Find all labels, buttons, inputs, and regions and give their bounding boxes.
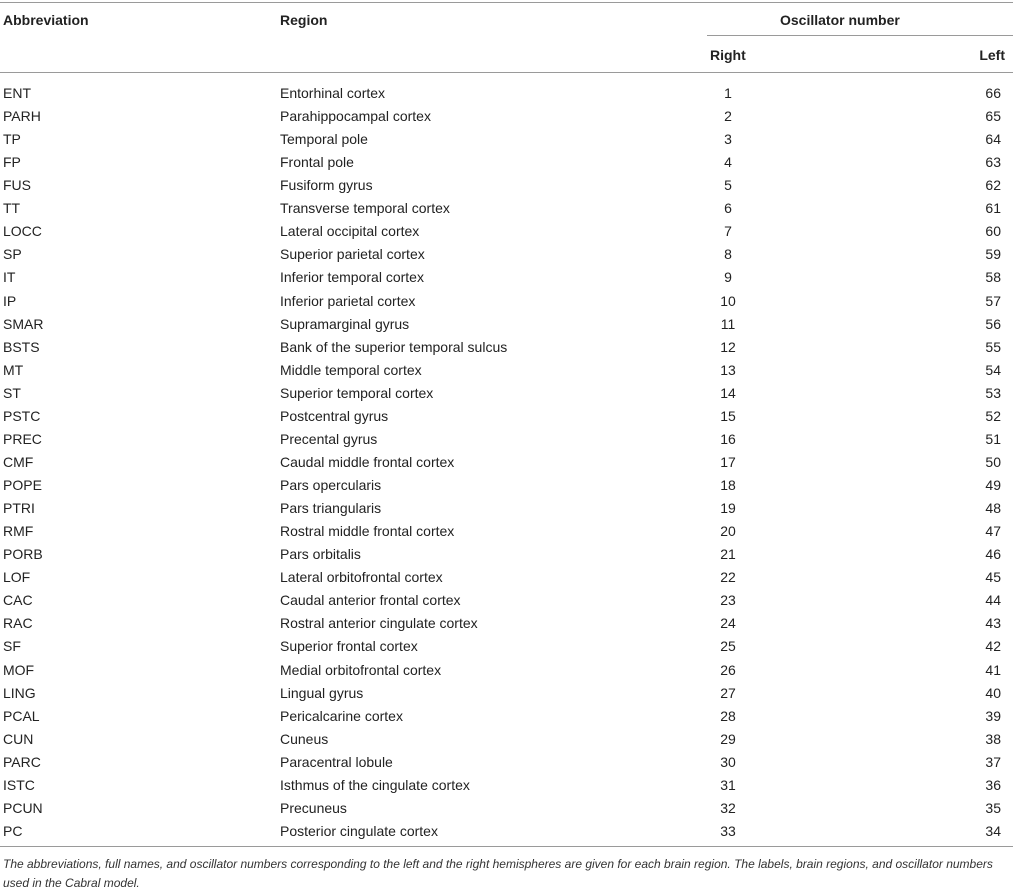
left-oscillator-cell: 41 (985, 662, 1001, 678)
region-cell: Entorhinal cortex (280, 85, 386, 101)
header-abbreviation: Abbreviation (3, 12, 89, 28)
region-cell: Pars triangularis (280, 500, 382, 516)
region-cell: Inferior parietal cortex (280, 293, 416, 309)
region-cell: Cuneus (280, 731, 329, 747)
right-oscillator-cell: 17 (720, 454, 736, 470)
table-bottom-rule (0, 846, 1013, 847)
region-cell: Pars opercularis (280, 477, 382, 493)
right-oscillator-cell: 29 (720, 731, 736, 747)
header-region: Region (280, 12, 328, 28)
abbreviation-cell: SMAR (3, 316, 44, 332)
abbreviation-cell: RMF (3, 523, 34, 539)
region-cell: Lingual gyrus (280, 685, 364, 701)
right-oscillator-cell: 16 (720, 431, 736, 447)
right-oscillator-cell: 1 (724, 85, 732, 101)
region-cell: Medial orbitofrontal cortex (280, 662, 442, 678)
left-oscillator-cell: 55 (985, 339, 1001, 355)
right-oscillator-cell: 32 (720, 800, 736, 816)
abbreviation-cell: PSTC (3, 408, 41, 424)
table-footnote: The abbreviations, full names, and oscillator numbers corresponding to the left and the right hemispheres are given for each brain region. The labels, brain regions, and oscillator numbers used in the Cabral model. (3, 857, 993, 890)
left-oscillator-cell: 50 (985, 454, 1001, 470)
left-oscillator-cell: 52 (985, 408, 1001, 424)
right-oscillator-cell: 7 (724, 223, 732, 239)
header-right: Right (710, 47, 746, 63)
left-oscillator-cell: 43 (985, 615, 1001, 631)
abbreviation-cell: PARH (3, 108, 41, 124)
region-cell: Inferior temporal cortex (280, 269, 424, 285)
right-oscillator-cell: 23 (720, 592, 736, 608)
region-cell: Parahippocampal cortex (280, 108, 431, 124)
left-oscillator-cell: 61 (985, 200, 1001, 216)
abbreviation-cell: PARC (3, 754, 41, 770)
region-cell: Superior frontal cortex (280, 638, 418, 654)
abbreviation-cell: ENT (3, 85, 31, 101)
left-oscillator-cell: 64 (985, 131, 1001, 147)
left-oscillator-cell: 35 (985, 800, 1001, 816)
abbreviation-cell: LING (3, 685, 36, 701)
left-oscillator-cell: 56 (985, 316, 1001, 332)
abbreviation-cell: PREC (3, 431, 42, 447)
right-oscillator-cell: 2 (724, 108, 732, 124)
left-oscillator-cell: 63 (985, 154, 1001, 170)
abbreviation-cell: LOCC (3, 223, 42, 239)
region-cell: Caudal anterior frontal cortex (280, 592, 461, 608)
region-cell: Transverse temporal cortex (280, 200, 450, 216)
abbreviation-cell: RAC (3, 615, 33, 631)
header-bottom-rule (0, 72, 1013, 73)
abbreviation-cell: BSTS (3, 339, 40, 355)
left-oscillator-cell: 54 (985, 362, 1001, 378)
left-oscillator-cell: 62 (985, 177, 1001, 193)
left-oscillator-cell: 37 (985, 754, 1001, 770)
region-cell: Rostral anterior cingulate cortex (280, 615, 478, 631)
region-cell: Precuneus (280, 800, 347, 816)
right-oscillator-cell: 4 (724, 154, 732, 170)
left-oscillator-cell: 65 (985, 108, 1001, 124)
left-oscillator-cell: 40 (985, 685, 1001, 701)
right-oscillator-cell: 25 (720, 638, 736, 654)
abbreviation-cell: PCUN (3, 800, 43, 816)
right-oscillator-cell: 14 (720, 385, 736, 401)
left-oscillator-cell: 44 (985, 592, 1001, 608)
left-oscillator-cell: 49 (985, 477, 1001, 493)
right-oscillator-cell: 15 (720, 408, 736, 424)
region-cell: Middle temporal cortex (280, 362, 422, 378)
abbreviation-cell: FUS (3, 177, 31, 193)
right-oscillator-cell: 24 (720, 615, 736, 631)
region-cell: Precental gyrus (280, 431, 378, 447)
region-cell: Superior temporal cortex (280, 385, 434, 401)
right-oscillator-cell: 10 (720, 293, 736, 309)
left-oscillator-cell: 51 (985, 431, 1001, 447)
abbreviation-cell: TT (3, 200, 21, 216)
abbreviation-cell: LOF (3, 569, 31, 585)
abbreviation-cell: PC (3, 823, 23, 839)
region-cell: Caudal middle frontal cortex (280, 454, 455, 470)
right-oscillator-cell: 12 (720, 339, 736, 355)
region-cell: Lateral orbitofrontal cortex (280, 569, 443, 585)
right-oscillator-cell: 33 (720, 823, 736, 839)
left-oscillator-cell: 36 (985, 777, 1001, 793)
region-cell: Lateral occipital cortex (280, 223, 420, 239)
region-cell: Pericalcarine cortex (280, 708, 403, 724)
left-oscillator-cell: 46 (985, 546, 1001, 562)
table-top-rule (0, 2, 1013, 3)
left-oscillator-cell: 34 (985, 823, 1001, 839)
right-oscillator-cell: 13 (720, 362, 736, 378)
abbreviation-cell: MT (3, 362, 24, 378)
abbreviation-cell: IT (3, 269, 16, 285)
abbreviation-cell: FP (3, 154, 21, 170)
region-cell: Temporal pole (280, 131, 368, 147)
right-oscillator-cell: 20 (720, 523, 736, 539)
abbreviation-cell: PCAL (3, 708, 40, 724)
abbreviation-cell: CUN (3, 731, 34, 747)
abbreviation-cell: TP (3, 131, 21, 147)
region-cell: Fusiform gyrus (280, 177, 373, 193)
right-oscillator-cell: 8 (724, 246, 732, 262)
region-cell: Isthmus of the cingulate cortex (280, 777, 470, 793)
right-oscillator-cell: 6 (724, 200, 732, 216)
region-cell: Supramarginal gyrus (280, 316, 410, 332)
abbreviation-cell: ST (3, 385, 21, 401)
region-cell: Bank of the superior temporal sulcus (280, 339, 508, 355)
abbreviation-cell: POPE (3, 477, 42, 493)
right-oscillator-cell: 27 (720, 685, 736, 701)
right-oscillator-cell: 18 (720, 477, 736, 493)
right-oscillator-cell: 9 (724, 269, 732, 285)
left-oscillator-cell: 48 (985, 500, 1001, 516)
right-oscillator-cell: 28 (720, 708, 736, 724)
right-oscillator-cell: 21 (720, 546, 736, 562)
region-cell: Pars orbitalis (280, 546, 361, 562)
left-oscillator-cell: 59 (985, 246, 1001, 262)
abbreviation-cell: IP (3, 293, 17, 309)
left-oscillator-cell: 57 (985, 293, 1001, 309)
right-oscillator-cell: 11 (720, 316, 736, 332)
region-cell: Posterior cingulate cortex (280, 823, 438, 839)
region-cell: Postcentral gyrus (280, 408, 389, 424)
right-oscillator-cell: 22 (720, 569, 736, 585)
region-cell: Frontal pole (280, 154, 354, 170)
abbreviation-cell: PTRI (3, 500, 35, 516)
header-oscillator-number: Oscillator number (780, 12, 900, 28)
region-cell: Superior parietal cortex (280, 246, 425, 262)
abbreviation-cell: PORB (3, 546, 43, 562)
left-oscillator-cell: 60 (985, 223, 1001, 239)
abbreviation-cell: SP (3, 246, 22, 262)
right-oscillator-cell: 19 (720, 500, 736, 516)
right-oscillator-cell: 31 (720, 777, 736, 793)
region-cell: Rostral middle frontal cortex (280, 523, 455, 539)
right-oscillator-cell: 30 (720, 754, 736, 770)
group-header-rule (707, 35, 1013, 36)
left-oscillator-cell: 58 (985, 269, 1001, 285)
left-oscillator-cell: 66 (985, 85, 1001, 101)
right-oscillator-cell: 5 (724, 177, 732, 193)
right-oscillator-cell: 3 (724, 131, 732, 147)
abbreviation-cell: MOF (3, 662, 35, 678)
left-oscillator-cell: 42 (985, 638, 1001, 654)
left-oscillator-cell: 45 (985, 569, 1001, 585)
left-oscillator-cell: 38 (985, 731, 1001, 747)
region-cell: Paracentral lobule (280, 754, 393, 770)
right-oscillator-cell: 26 (720, 662, 736, 678)
header-left: Left (979, 47, 1005, 63)
abbreviation-cell: SF (3, 638, 21, 654)
left-oscillator-cell: 53 (985, 385, 1001, 401)
abbreviation-cell: CAC (3, 592, 33, 608)
abbreviation-cell: ISTC (3, 777, 35, 793)
left-oscillator-cell: 47 (985, 523, 1001, 539)
left-oscillator-cell: 39 (985, 708, 1001, 724)
abbreviation-cell: CMF (3, 454, 34, 470)
